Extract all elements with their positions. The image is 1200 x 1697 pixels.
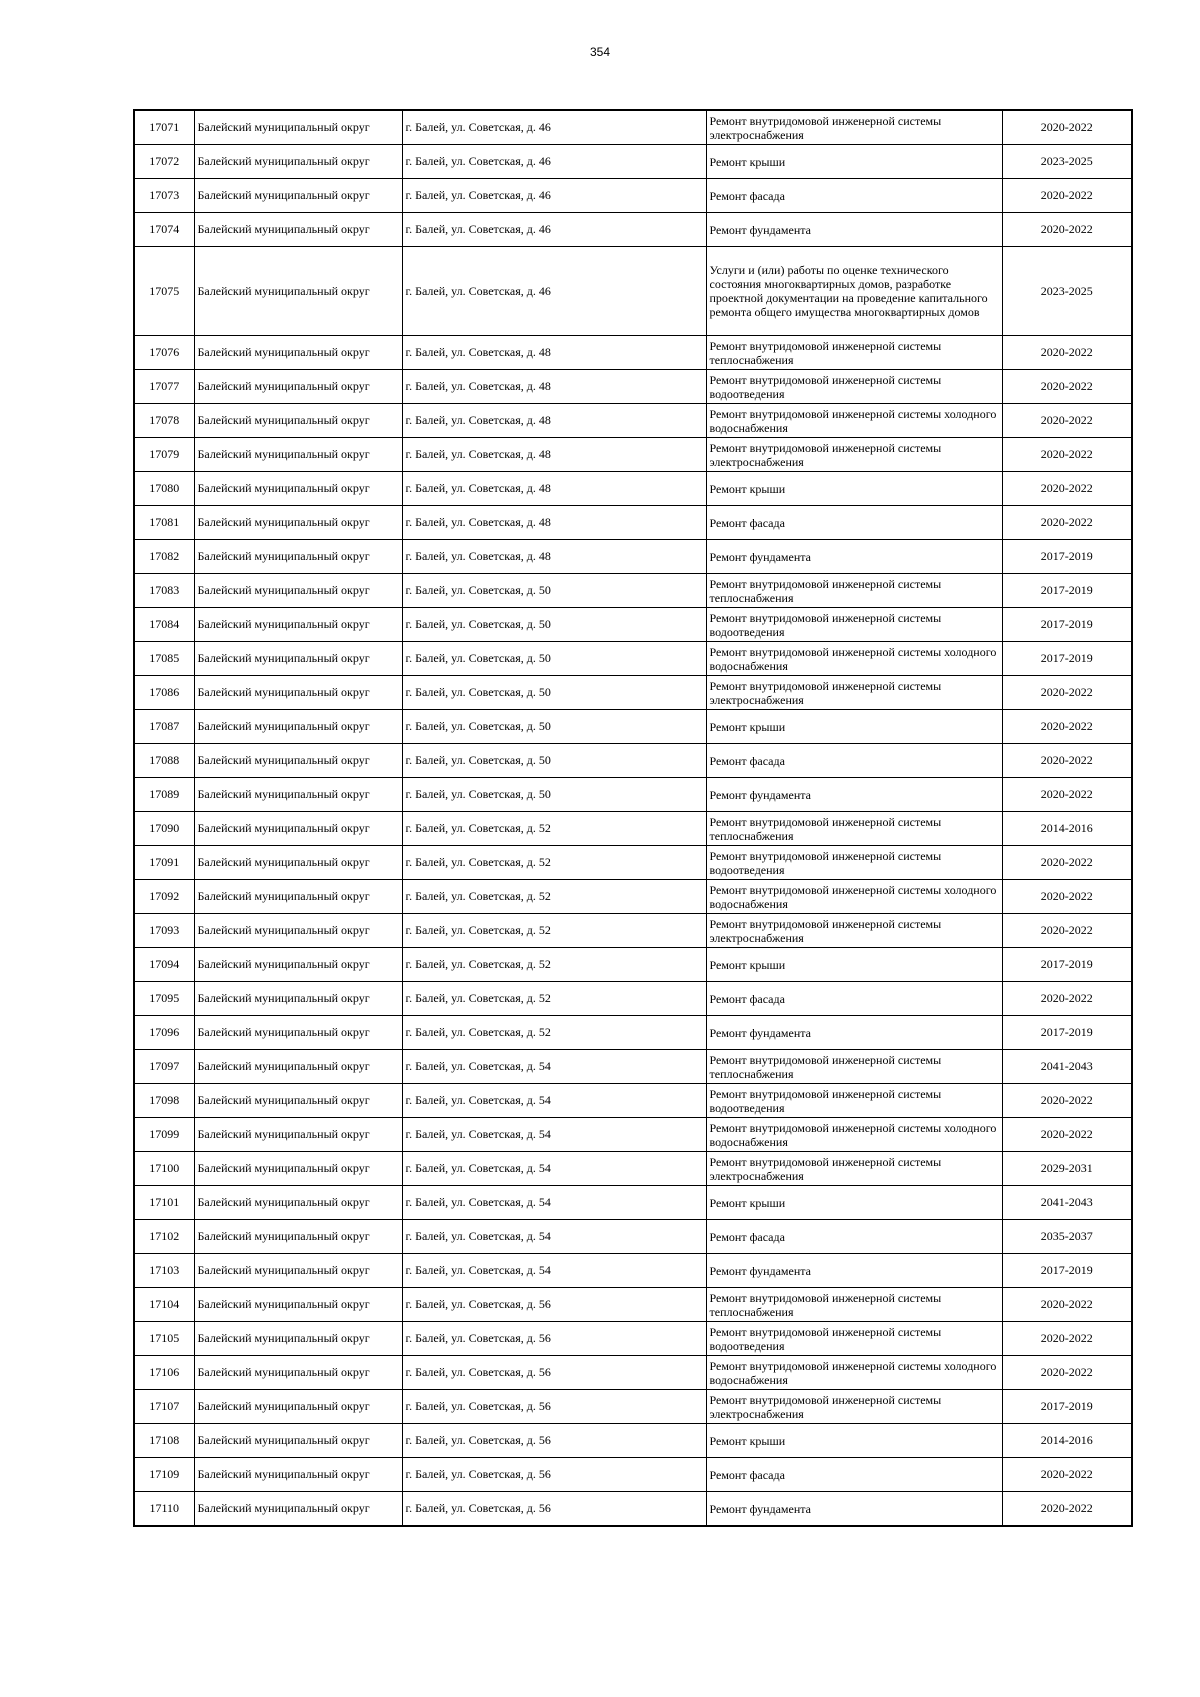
table-row xyxy=(134,1118,1132,1152)
row-number: 17104 xyxy=(134,1288,194,1322)
row-number: 17076 xyxy=(134,336,194,370)
work-type: Ремонт внутридомовой инженерной системы электроснабжения xyxy=(706,1390,1002,1424)
period: 2020-2022 xyxy=(1002,744,1132,778)
table-row xyxy=(134,404,1132,438)
municipality: Балейский муниципальный округ xyxy=(194,1254,402,1288)
work-type: Ремонт фундамента xyxy=(706,1492,1002,1527)
period: 2020-2022 xyxy=(1002,1084,1132,1118)
address: г. Балей, ул. Советская, д. 56 xyxy=(402,1424,706,1458)
table-row xyxy=(134,778,1132,812)
address: г. Балей, ул. Советская, д. 50 xyxy=(402,744,706,778)
municipality: Балейский муниципальный округ xyxy=(194,336,402,370)
address: г. Балей, ул. Советская, д. 50 xyxy=(402,608,706,642)
municipality: Балейский муниципальный округ xyxy=(194,472,402,506)
address: г. Балей, ул. Советская, д. 52 xyxy=(402,1016,706,1050)
row-number: 17084 xyxy=(134,608,194,642)
municipality: Балейский муниципальный округ xyxy=(194,812,402,846)
row-number: 17074 xyxy=(134,213,194,247)
work-type: Ремонт фундамента xyxy=(706,540,1002,574)
table-row xyxy=(134,676,1132,710)
municipality: Балейский муниципальный округ xyxy=(194,1152,402,1186)
work-type: Ремонт внутридомовой инженерной системы холодного водоснабжения xyxy=(706,642,1002,676)
municipality: Балейский муниципальный округ xyxy=(194,778,402,812)
period: 2023-2025 xyxy=(1002,145,1132,179)
period: 2020-2022 xyxy=(1002,982,1132,1016)
municipality: Балейский муниципальный округ xyxy=(194,1016,402,1050)
address: г. Балей, ул. Советская, д. 56 xyxy=(402,1322,706,1356)
address: г. Балей, ул. Советская, д. 54 xyxy=(402,1050,706,1084)
row-number: 17096 xyxy=(134,1016,194,1050)
address: г. Балей, ул. Советская, д. 56 xyxy=(402,1492,706,1527)
work-type: Ремонт внутридомовой инженерной системы водоотведения xyxy=(706,846,1002,880)
work-type: Ремонт крыши xyxy=(706,710,1002,744)
table-row xyxy=(134,710,1132,744)
table-body xyxy=(134,110,1132,1526)
municipality: Балейский муниципальный округ xyxy=(194,213,402,247)
municipality: Балейский муниципальный округ xyxy=(194,1084,402,1118)
period: 2041-2043 xyxy=(1002,1050,1132,1084)
address: г. Балей, ул. Советская, д. 48 xyxy=(402,472,706,506)
period: 2017-2019 xyxy=(1002,1390,1132,1424)
row-number: 17091 xyxy=(134,846,194,880)
work-type: Ремонт внутридомовой инженерной системы электроснабжения xyxy=(706,676,1002,710)
work-type: Ремонт фасада xyxy=(706,1458,1002,1492)
period: 2017-2019 xyxy=(1002,574,1132,608)
work-type: Ремонт внутридомовой инженерной системы теплоснабжения xyxy=(706,1288,1002,1322)
municipality: Балейский муниципальный округ xyxy=(194,404,402,438)
period: 2020-2022 xyxy=(1002,404,1132,438)
municipality: Балейский муниципальный округ xyxy=(194,676,402,710)
period: 2020-2022 xyxy=(1002,472,1132,506)
address: г. Балей, ул. Советская, д. 46 xyxy=(402,247,706,336)
row-number: 17106 xyxy=(134,1356,194,1390)
address: г. Балей, ул. Советская, д. 48 xyxy=(402,506,706,540)
work-type: Ремонт фундамента xyxy=(706,213,1002,247)
row-number: 17072 xyxy=(134,145,194,179)
row-number: 17105 xyxy=(134,1322,194,1356)
address: г. Балей, ул. Советская, д. 54 xyxy=(402,1254,706,1288)
table-row xyxy=(134,1288,1132,1322)
table-row xyxy=(134,145,1132,179)
municipality: Балейский муниципальный округ xyxy=(194,948,402,982)
table-row xyxy=(134,110,1132,145)
table-row xyxy=(134,472,1132,506)
period: 2041-2043 xyxy=(1002,1186,1132,1220)
address: г. Балей, ул. Советская, д. 52 xyxy=(402,914,706,948)
row-number: 17095 xyxy=(134,982,194,1016)
address: г. Балей, ул. Советская, д. 50 xyxy=(402,676,706,710)
work-type: Ремонт фасада xyxy=(706,744,1002,778)
address: г. Балей, ул. Советская, д. 52 xyxy=(402,948,706,982)
address: г. Балей, ул. Советская, д. 48 xyxy=(402,404,706,438)
period: 2020-2022 xyxy=(1002,1492,1132,1527)
address: г. Балей, ул. Советская, д. 50 xyxy=(402,642,706,676)
table-row xyxy=(134,213,1132,247)
work-type: Ремонт внутридомовой инженерной системы водоотведения xyxy=(706,608,1002,642)
period: 2020-2022 xyxy=(1002,778,1132,812)
period: 2020-2022 xyxy=(1002,1458,1132,1492)
table-row xyxy=(134,247,1132,336)
row-number: 17080 xyxy=(134,472,194,506)
period: 2020-2022 xyxy=(1002,179,1132,213)
row-number: 17093 xyxy=(134,914,194,948)
municipality: Балейский муниципальный округ xyxy=(194,506,402,540)
row-number: 17109 xyxy=(134,1458,194,1492)
row-number: 17078 xyxy=(134,404,194,438)
table-row xyxy=(134,1016,1132,1050)
period: 2020-2022 xyxy=(1002,336,1132,370)
address: г. Балей, ул. Советская, д. 50 xyxy=(402,574,706,608)
municipality: Балейский муниципальный округ xyxy=(194,914,402,948)
period: 2020-2022 xyxy=(1002,438,1132,472)
table-row xyxy=(134,1220,1132,1254)
municipality: Балейский муниципальный округ xyxy=(194,1220,402,1254)
table-row xyxy=(134,1254,1132,1288)
address: г. Балей, ул. Советская, д. 48 xyxy=(402,438,706,472)
work-type: Ремонт фундамента xyxy=(706,1016,1002,1050)
table-row xyxy=(134,1356,1132,1390)
row-number: 17090 xyxy=(134,812,194,846)
table-row xyxy=(134,179,1132,213)
table-row xyxy=(134,1458,1132,1492)
address: г. Балей, ул. Советская, д. 56 xyxy=(402,1288,706,1322)
table-row xyxy=(134,1050,1132,1084)
work-type: Ремонт крыши xyxy=(706,145,1002,179)
row-number: 17094 xyxy=(134,948,194,982)
address: г. Балей, ул. Советская, д. 54 xyxy=(402,1118,706,1152)
work-type: Ремонт внутридомовой инженерной системы теплоснабжения xyxy=(706,812,1002,846)
row-number: 17073 xyxy=(134,179,194,213)
address: г. Балей, ул. Советская, д. 46 xyxy=(402,145,706,179)
municipality: Балейский муниципальный округ xyxy=(194,247,402,336)
work-type: Ремонт внутридомовой инженерной системы водоотведения xyxy=(706,370,1002,404)
table-row xyxy=(134,744,1132,778)
municipality: Балейский муниципальный округ xyxy=(194,1390,402,1424)
work-type: Услуги и (или) работы по оценке технического состояния многоквартирных домов, разработке проектной документации на проведение капитального ремонта общего имущества многоквартирных домов xyxy=(706,247,1002,336)
municipality: Балейский муниципальный округ xyxy=(194,1458,402,1492)
municipality: Балейский муниципальный округ xyxy=(194,608,402,642)
municipality: Балейский муниципальный округ xyxy=(194,370,402,404)
table-row xyxy=(134,506,1132,540)
row-number: 17107 xyxy=(134,1390,194,1424)
period: 2020-2022 xyxy=(1002,914,1132,948)
period: 2020-2022 xyxy=(1002,506,1132,540)
address: г. Балей, ул. Советская, д. 46 xyxy=(402,110,706,145)
row-number: 17079 xyxy=(134,438,194,472)
municipality: Балейский муниципальный округ xyxy=(194,846,402,880)
row-number: 17071 xyxy=(134,110,194,145)
table-row xyxy=(134,1322,1132,1356)
period: 2017-2019 xyxy=(1002,540,1132,574)
address: г. Балей, ул. Советская, д. 48 xyxy=(402,540,706,574)
municipality: Балейский муниципальный округ xyxy=(194,574,402,608)
period: 2017-2019 xyxy=(1002,1016,1132,1050)
table-row xyxy=(134,982,1132,1016)
period: 2023-2025 xyxy=(1002,247,1132,336)
municipality: Балейский муниципальный округ xyxy=(194,1050,402,1084)
work-type: Ремонт фундамента xyxy=(706,778,1002,812)
table-row xyxy=(134,846,1132,880)
work-type: Ремонт фасада xyxy=(706,982,1002,1016)
address: г. Балей, ул. Советская, д. 52 xyxy=(402,812,706,846)
municipality: Балейский муниципальный округ xyxy=(194,1288,402,1322)
work-type: Ремонт внутридомовой инженерной системы холодного водоснабжения xyxy=(706,1356,1002,1390)
work-type: Ремонт крыши xyxy=(706,1424,1002,1458)
table-row xyxy=(134,1084,1132,1118)
municipality: Балейский муниципальный округ xyxy=(194,110,402,145)
table-row xyxy=(134,336,1132,370)
row-number: 17110 xyxy=(134,1492,194,1527)
period: 2020-2022 xyxy=(1002,1356,1132,1390)
address: г. Балей, ул. Советская, д. 46 xyxy=(402,213,706,247)
municipality: Балейский муниципальный округ xyxy=(194,438,402,472)
work-type: Ремонт фасада xyxy=(706,1220,1002,1254)
address: г. Балей, ул. Советская, д. 54 xyxy=(402,1220,706,1254)
period: 2020-2022 xyxy=(1002,710,1132,744)
period: 2017-2019 xyxy=(1002,642,1132,676)
row-number: 17100 xyxy=(134,1152,194,1186)
work-type: Ремонт внутридомовой инженерной системы холодного водоснабжения xyxy=(706,1118,1002,1152)
row-number: 17083 xyxy=(134,574,194,608)
table-row xyxy=(134,540,1132,574)
period: 2020-2022 xyxy=(1002,880,1132,914)
row-number: 17077 xyxy=(134,370,194,404)
row-number: 17082 xyxy=(134,540,194,574)
period: 2020-2022 xyxy=(1002,110,1132,145)
row-number: 17086 xyxy=(134,676,194,710)
row-number: 17097 xyxy=(134,1050,194,1084)
period: 2020-2022 xyxy=(1002,213,1132,247)
table-row xyxy=(134,370,1132,404)
repair-schedule-table xyxy=(133,109,1133,1527)
work-type: Ремонт внутридомовой инженерной системы электроснабжения xyxy=(706,1152,1002,1186)
work-type: Ремонт фасада xyxy=(706,179,1002,213)
address: г. Балей, ул. Советская, д. 56 xyxy=(402,1356,706,1390)
work-type: Ремонт внутридомовой инженерной системы электроснабжения xyxy=(706,914,1002,948)
work-type: Ремонт крыши xyxy=(706,948,1002,982)
municipality: Балейский муниципальный округ xyxy=(194,880,402,914)
work-type: Ремонт внутридомовой инженерной системы теплоснабжения xyxy=(706,336,1002,370)
table-row xyxy=(134,1424,1132,1458)
address: г. Балей, ул. Советская, д. 54 xyxy=(402,1152,706,1186)
period: 2035-2037 xyxy=(1002,1220,1132,1254)
table-row xyxy=(134,812,1132,846)
work-type: Ремонт внутридомовой инженерной системы холодного водоснабжения xyxy=(706,880,1002,914)
period: 2020-2022 xyxy=(1002,1288,1132,1322)
period: 2020-2022 xyxy=(1002,1322,1132,1356)
table-row xyxy=(134,642,1132,676)
municipality: Балейский муниципальный округ xyxy=(194,145,402,179)
work-type: Ремонт внутридомовой инженерной системы водоотведения xyxy=(706,1084,1002,1118)
row-number: 17099 xyxy=(134,1118,194,1152)
period: 2017-2019 xyxy=(1002,948,1132,982)
table-row xyxy=(134,1390,1132,1424)
table-row xyxy=(134,1152,1132,1186)
work-type: Ремонт внутридомовой инженерной системы теплоснабжения xyxy=(706,1050,1002,1084)
row-number: 17087 xyxy=(134,710,194,744)
table-row xyxy=(134,880,1132,914)
row-number: 17081 xyxy=(134,506,194,540)
work-type: Ремонт внутридомовой инженерной системы водоотведения xyxy=(706,1322,1002,1356)
row-number: 17101 xyxy=(134,1186,194,1220)
work-type: Ремонт внутридомовой инженерной системы электроснабжения xyxy=(706,438,1002,472)
row-number: 17088 xyxy=(134,744,194,778)
address: г. Балей, ул. Советская, д. 54 xyxy=(402,1186,706,1220)
work-type: Ремонт фундамента xyxy=(706,1254,1002,1288)
work-type: Ремонт крыши xyxy=(706,1186,1002,1220)
row-number: 17098 xyxy=(134,1084,194,1118)
row-number: 17102 xyxy=(134,1220,194,1254)
address: г. Балей, ул. Советская, д. 56 xyxy=(402,1458,706,1492)
municipality: Балейский муниципальный округ xyxy=(194,744,402,778)
table-row xyxy=(134,914,1132,948)
row-number: 17075 xyxy=(134,247,194,336)
work-type: Ремонт фасада xyxy=(706,506,1002,540)
table-row xyxy=(134,574,1132,608)
period: 2029-2031 xyxy=(1002,1152,1132,1186)
address: г. Балей, ул. Советская, д. 48 xyxy=(402,336,706,370)
municipality: Балейский муниципальный округ xyxy=(194,982,402,1016)
table-row xyxy=(134,608,1132,642)
row-number: 17108 xyxy=(134,1424,194,1458)
row-number: 17092 xyxy=(134,880,194,914)
municipality: Балейский муниципальный округ xyxy=(194,179,402,213)
municipality: Балейский муниципальный округ xyxy=(194,540,402,574)
address: г. Балей, ул. Советская, д. 48 xyxy=(402,370,706,404)
address: г. Балей, ул. Советская, д. 52 xyxy=(402,982,706,1016)
municipality: Балейский муниципальный округ xyxy=(194,1118,402,1152)
row-number: 17089 xyxy=(134,778,194,812)
address: г. Балей, ул. Советская, д. 46 xyxy=(402,179,706,213)
period: 2017-2019 xyxy=(1002,608,1132,642)
municipality: Балейский муниципальный округ xyxy=(194,1186,402,1220)
work-type: Ремонт внутридомовой инженерной системы электроснабжения xyxy=(706,110,1002,145)
table-row xyxy=(134,438,1132,472)
period: 2020-2022 xyxy=(1002,1118,1132,1152)
address: г. Балей, ул. Советская, д. 54 xyxy=(402,1084,706,1118)
municipality: Балейский муниципальный округ xyxy=(194,1424,402,1458)
table-row xyxy=(134,948,1132,982)
address: г. Балей, ул. Советская, д. 50 xyxy=(402,778,706,812)
table-row xyxy=(134,1492,1132,1527)
address: г. Балей, ул. Советская, д. 50 xyxy=(402,710,706,744)
page-number: 354 xyxy=(589,45,611,59)
row-number: 17103 xyxy=(134,1254,194,1288)
period: 2020-2022 xyxy=(1002,370,1132,404)
period: 2014-2016 xyxy=(1002,812,1132,846)
period: 2020-2022 xyxy=(1002,676,1132,710)
work-type: Ремонт внутридомовой инженерной системы теплоснабжения xyxy=(706,574,1002,608)
table-row xyxy=(134,1186,1132,1220)
municipality: Балейский муниципальный округ xyxy=(194,642,402,676)
municipality: Балейский муниципальный округ xyxy=(194,1356,402,1390)
period: 2014-2016 xyxy=(1002,1424,1132,1458)
municipality: Балейский муниципальный округ xyxy=(194,1322,402,1356)
address: г. Балей, ул. Советская, д. 56 xyxy=(402,1390,706,1424)
address: г. Балей, ул. Советская, д. 52 xyxy=(402,880,706,914)
municipality: Балейский муниципальный округ xyxy=(194,710,402,744)
period: 2020-2022 xyxy=(1002,846,1132,880)
work-type: Ремонт внутридомовой инженерной системы холодного водоснабжения xyxy=(706,404,1002,438)
municipality: Балейский муниципальный округ xyxy=(194,1492,402,1527)
period: 2017-2019 xyxy=(1002,1254,1132,1288)
row-number: 17085 xyxy=(134,642,194,676)
address: г. Балей, ул. Советская, д. 52 xyxy=(402,846,706,880)
work-type: Ремонт крыши xyxy=(706,472,1002,506)
